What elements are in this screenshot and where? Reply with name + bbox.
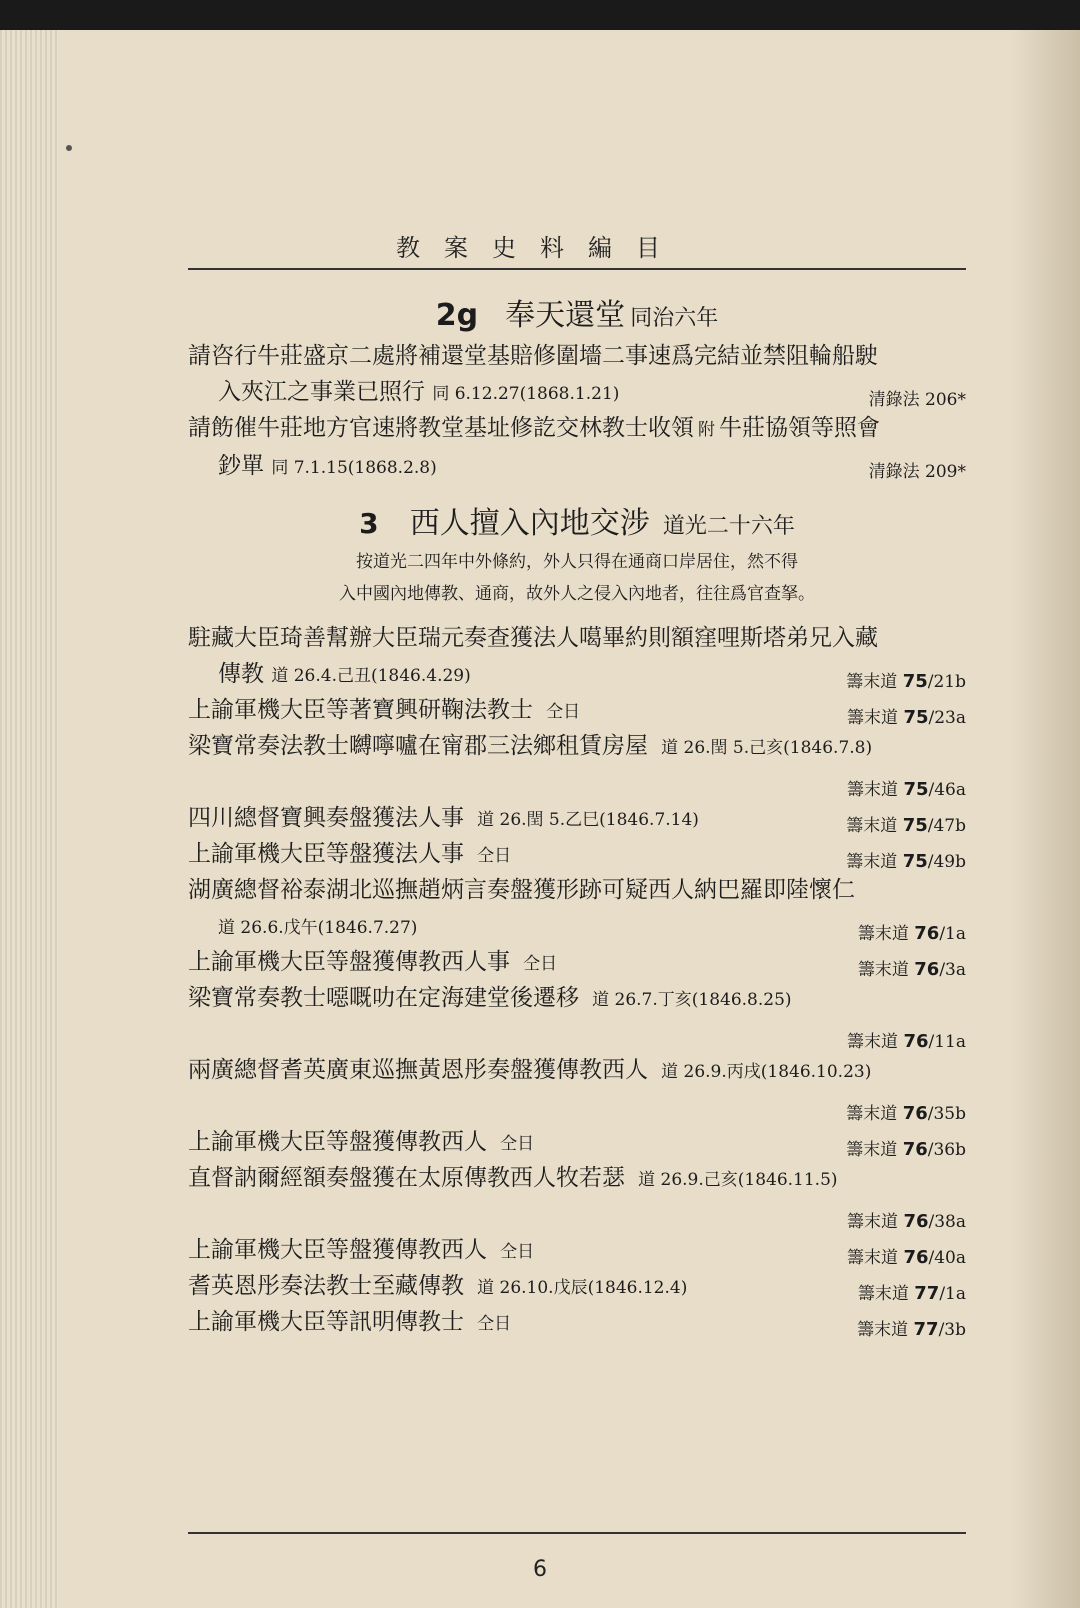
entry-ref	[847, 1243, 966, 1268]
entry-title: 直督訥爾經額奏盤獲在太原傳教西人牧若瑟	[188, 1165, 625, 1191]
entry-ref	[847, 775, 966, 800]
page-content	[188, 290, 966, 1340]
ref-volume: 76	[903, 1211, 929, 1232]
section-number: 2g	[435, 298, 479, 333]
ref-page: /47b	[927, 816, 966, 836]
entry-title	[188, 415, 880, 441]
ref-source: 籌末道	[847, 708, 899, 728]
ref-page: /3b	[938, 1320, 966, 1340]
ref-volume: 77	[914, 1283, 940, 1304]
ref-source: 籌末道	[857, 1284, 909, 1304]
entry-date: 道 26.閏 5.己亥(1846.7.8)	[661, 738, 873, 758]
ref-source: 籌末道	[847, 1248, 899, 1268]
entry-title: 上諭軍機大臣等盤獲傳教西人	[188, 1237, 487, 1263]
entry-ref: 清錄法 209*	[868, 462, 966, 482]
section-number: 3	[359, 507, 379, 540]
entry-title: 四川總督寶興奏盤獲法人事	[188, 805, 464, 831]
entry-title: 兩廣總督耆英廣東巡撫黃恩彤奏盤獲傳教西人	[188, 1057, 648, 1083]
entry-date: 同 6.12.27(1868.1.21)	[432, 384, 620, 404]
ref-volume: 75	[903, 707, 929, 728]
entry-title: 駐藏大臣琦善幫辦大臣瑞元奏查獲法人噶畢約則額窪哩斯塔弟兄入藏	[188, 625, 878, 651]
section-title: 奉天還堂	[505, 298, 626, 333]
entry-ref: 清錄法 206*	[868, 390, 966, 410]
entry-date: 仝日	[523, 954, 558, 974]
ref-volume: 75	[902, 671, 928, 692]
ref-page: /1a	[939, 1284, 966, 1304]
ref-volume: 76	[914, 923, 940, 944]
catalog-entry	[188, 800, 966, 836]
ref-volume: 77	[913, 1319, 939, 1340]
catalog-entry	[188, 728, 966, 800]
entry-attach-mark: 附	[698, 420, 715, 440]
section-note	[188, 546, 966, 610]
ref-volume: 76	[902, 1139, 928, 1160]
entry-date: 道 26.4.己丑(1846.4.29)	[271, 666, 471, 686]
entry-ref	[846, 847, 966, 872]
ref-source: 籌末道	[847, 1032, 899, 1052]
catalog-entry	[188, 1052, 966, 1124]
entry-date: 道 26.9.己亥(1846.11.5)	[638, 1170, 838, 1190]
catalog-entry	[188, 620, 966, 692]
section-title: 西人擅入內地交涉	[409, 506, 650, 541]
ref-source: 籌末道	[846, 816, 898, 836]
catalog-entry	[188, 1124, 966, 1160]
ref-page: /21b	[927, 672, 966, 692]
catalog-entry	[188, 980, 966, 1052]
ref-source: 籌末道	[846, 1140, 898, 1160]
entry-title-tail: 傳教	[218, 661, 264, 687]
ref-page: /11a	[928, 1032, 966, 1052]
catalog-entry	[188, 692, 966, 728]
entry-ref	[847, 1207, 966, 1232]
entry-ref	[858, 919, 966, 944]
page-edge-stack	[0, 30, 58, 1608]
ref-page: /3a	[939, 960, 966, 980]
ref-source: 籌末道	[857, 960, 909, 980]
ref-volume: 75	[902, 851, 928, 872]
catalog-entry	[188, 1268, 966, 1304]
entry-ref	[846, 1099, 966, 1124]
ref-page: /46a	[928, 780, 966, 800]
ref-page: /1a	[939, 924, 966, 944]
section-3-heading	[188, 498, 966, 542]
entry-title: 上諭軍機大臣等盤獲傳教西人	[188, 1129, 487, 1155]
entry-title: 湖廣總督裕泰湖北巡撫趙炳言奏盤獲形跡可疑西人納巴羅即陸懷仁	[188, 877, 855, 903]
entry-title-tail: 入夾江之事業已照行	[218, 379, 425, 405]
entry-date: 道 26.10.戊辰(1846.12.4)	[477, 1278, 688, 1298]
entry-date: 仝日	[500, 1134, 535, 1154]
entry-date: 道 26.6.戊午(1846.7.27)	[218, 918, 418, 938]
entry-ref	[857, 1315, 966, 1340]
ref-source: 籌末道	[847, 780, 899, 800]
entry-ref	[846, 667, 966, 692]
catalog-entry	[188, 872, 966, 944]
ref-page: /35b	[927, 1104, 966, 1124]
entry-ref	[846, 1135, 966, 1160]
entry-title-cont	[188, 374, 966, 412]
ref-page: /40a	[928, 1248, 966, 1268]
entry-date: 仝日	[500, 1242, 535, 1262]
entry-ref	[846, 811, 966, 836]
entry-date: 仝日	[477, 1314, 512, 1334]
running-head: 教案史料編目	[396, 234, 684, 262]
entry-title-main: 請飭催牛莊地方官速將教堂基址修訖交林教士收領	[188, 415, 694, 441]
ref-page: /23a	[928, 708, 966, 728]
ref-source: 籌末道	[847, 1212, 899, 1232]
catalog-entry	[188, 1160, 966, 1232]
entry-title: 上諭軍機大臣等著寶興研鞠法教士	[188, 697, 533, 723]
section-date: 道光二十六年	[662, 514, 795, 539]
catalog-entry	[188, 836, 966, 872]
entry-date: 仝日	[546, 702, 581, 722]
entry-date: 道 26.閏 5.乙巳(1846.7.14)	[477, 810, 699, 830]
note-line: 入中國內地傳教、通商，故外人之侵入內地者，往往爲官查拏。	[339, 584, 815, 604]
entry-title-cont	[188, 908, 966, 946]
entry-ref	[847, 1027, 966, 1052]
ref-source: 籌末道	[846, 1104, 898, 1124]
header-rule	[188, 268, 966, 270]
entry-title-attach: 牛莊協領等照會	[719, 415, 880, 441]
ref-page: /38a	[928, 1212, 966, 1232]
entry-title: 請咨行牛莊盛京二處將補還堂基賠修圍墻二事速爲完結並禁阻輪船駛	[188, 343, 878, 369]
ref-volume: 76	[902, 1103, 928, 1124]
entry-date: 道 26.7.丁亥(1846.8.25)	[592, 990, 792, 1010]
ref-source: 籌末道	[857, 924, 909, 944]
catalog-entry	[188, 1232, 966, 1268]
entry-title: 梁寶常奏法教士嚩嚀嚧在甯郡三法鄉租賃房屋	[188, 733, 648, 759]
entry-title: 上諭軍機大臣等盤獲法人事	[188, 841, 464, 867]
entry-title: 梁寶常奏教士噁嘅叻在定海建堂後遷移	[188, 985, 579, 1011]
entry-title: 上諭軍機大臣等訊明傳教士	[188, 1309, 464, 1335]
section-2g-heading	[188, 290, 966, 334]
catalog-entry	[188, 944, 966, 980]
section-date: 同治六年	[630, 306, 719, 331]
page-number: 6	[533, 1557, 547, 1582]
ref-volume: 76	[903, 1247, 929, 1268]
ref-page: /49b	[927, 852, 966, 872]
footer-rule	[188, 1532, 966, 1534]
entry-ref	[847, 703, 966, 728]
ref-page: /36b	[927, 1140, 966, 1160]
entry-ref	[858, 955, 966, 980]
entry-title: 耆英恩彤奏法教士至藏傳教	[188, 1273, 464, 1299]
catalog-entry	[188, 410, 966, 482]
catalog-entry	[188, 338, 966, 410]
entry-ref	[858, 1279, 966, 1304]
entry-date: 仝日	[477, 846, 512, 866]
ref-volume: 75	[902, 815, 928, 836]
entry-date: 道 26.9.丙戌(1846.10.23)	[661, 1062, 872, 1082]
entry-title-tail: 鈔單	[218, 453, 264, 479]
page-gutter-shadow	[1010, 30, 1080, 1608]
ref-volume: 75	[903, 779, 929, 800]
entry-date: 同 7.1.15(1868.2.8)	[271, 458, 437, 478]
ref-volume: 76	[903, 1031, 929, 1052]
entry-title-cont	[188, 448, 966, 486]
note-line: 按道光二四年中外條約，外人只得在通商口岸居住，然不得	[356, 552, 798, 572]
ref-source: 籌末道	[846, 672, 898, 692]
entry-title: 上諭軍機大臣等盤獲傳教西人事	[188, 949, 510, 975]
ref-source: 籌末道	[857, 1320, 909, 1340]
ref-volume: 76	[914, 959, 940, 980]
catalog-entry	[188, 1304, 966, 1340]
ref-source: 籌末道	[846, 852, 898, 872]
ink-spot	[66, 145, 72, 151]
